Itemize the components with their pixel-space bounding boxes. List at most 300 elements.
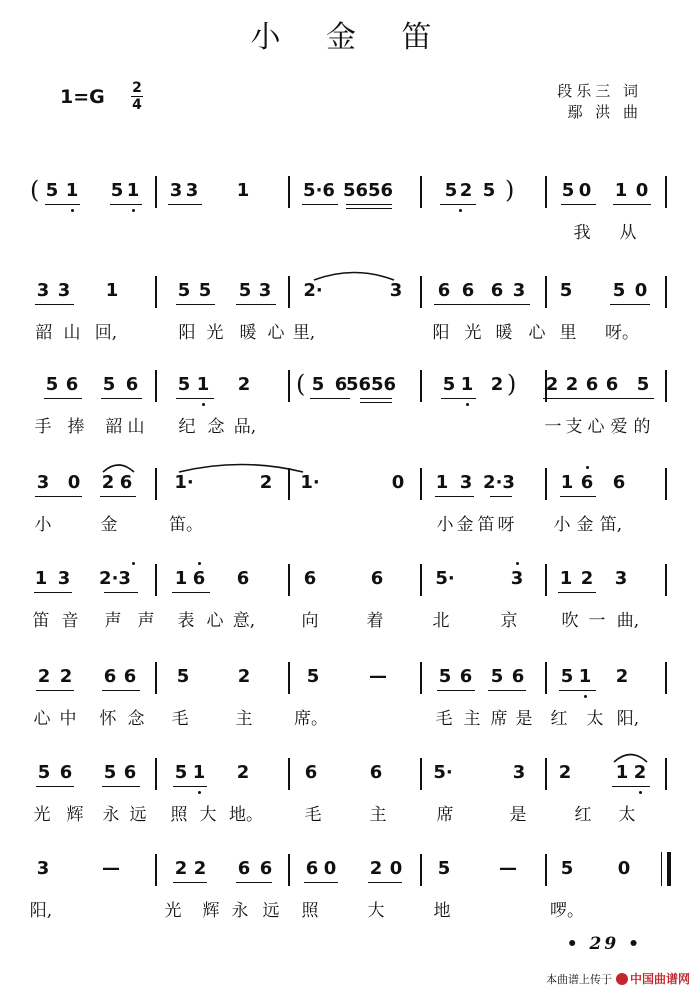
lyric-syllable: 金: [456, 515, 474, 535]
lyric-syllable: 阳: [432, 323, 450, 343]
lyric-syllable: 暖: [239, 323, 257, 343]
barline: [155, 854, 157, 886]
barline: [155, 662, 157, 694]
lyric-syllable: 吹: [561, 611, 579, 631]
lyric-syllable: 心: [587, 417, 605, 437]
lyric-syllable: 照: [301, 901, 319, 921]
lyric-syllable: 笛: [477, 515, 495, 535]
note: 3: [169, 180, 183, 201]
note: 5: [103, 762, 117, 783]
note: 5: [437, 858, 451, 879]
note: 6: [490, 280, 504, 301]
beat-underline: [173, 882, 207, 883]
barline: [420, 468, 422, 500]
notation-row: [0, 372, 700, 452]
barline: [155, 176, 157, 208]
notation-row: [0, 760, 700, 840]
note: 6: [461, 280, 475, 301]
beat-underline: [102, 690, 140, 691]
lyric-syllable: 主: [463, 709, 481, 729]
footer-text: 本曲谱上传于: [545, 973, 612, 986]
octave-low-dot: [198, 791, 201, 794]
barline: [545, 468, 547, 500]
beat-underline: [176, 398, 214, 399]
note: 5: [560, 666, 574, 687]
note: 3: [389, 280, 403, 301]
lyric-syllable: 是: [515, 709, 533, 729]
note: 5: [444, 180, 458, 201]
beat-underline: [558, 592, 596, 593]
barline: [155, 468, 157, 500]
page-title: 小 金 笛: [250, 20, 450, 55]
barline: [155, 564, 157, 596]
note: —: [102, 858, 120, 879]
note: 6: [580, 472, 594, 493]
note: 1: [614, 180, 628, 201]
notation-row: [0, 856, 700, 936]
beat-underline: [36, 690, 74, 691]
note: 3: [614, 568, 628, 589]
lyric-syllable: 里,: [292, 323, 316, 343]
lyric-syllable: 山: [127, 417, 145, 437]
beat-underline: [35, 304, 74, 305]
beat-underline: [44, 398, 82, 399]
note: 6: [370, 568, 384, 589]
lyric-syllable: 大: [367, 901, 385, 921]
note: 2: [259, 472, 273, 493]
note: 0: [634, 280, 648, 301]
slur-arc: [102, 460, 135, 474]
note: 3: [512, 280, 526, 301]
barline: [420, 564, 422, 596]
note: 1·: [174, 472, 194, 493]
lyric-syllable: 金: [100, 515, 118, 535]
slur-arc: [178, 460, 304, 474]
note: 2: [580, 568, 594, 589]
beat-underline: [543, 398, 654, 399]
lyric-syllable: 小: [436, 515, 454, 535]
octave-low-dot: [71, 209, 74, 212]
lyric-syllable: 京: [500, 611, 518, 631]
lyric-syllable: 阳,: [616, 709, 640, 729]
lyric-syllable: 啰。: [550, 901, 584, 921]
note: 1: [196, 374, 210, 395]
lyric-syllable: 红: [550, 709, 568, 729]
lyric-syllable: 席: [436, 805, 454, 825]
slur-arc: [613, 750, 648, 764]
note: 3: [510, 568, 524, 589]
lyric-syllable: 地: [433, 901, 451, 921]
lyric-syllable: 纪: [178, 417, 196, 437]
barline: [665, 468, 667, 500]
lyric-syllable: 照: [170, 805, 188, 825]
note: 0: [578, 180, 592, 201]
time-signature-numerator: 2: [132, 80, 142, 96]
note: 6: [59, 762, 73, 783]
beat-underline: [45, 204, 80, 205]
beat-underline: [36, 786, 74, 787]
beat-underline: [34, 592, 72, 593]
note: 6: [612, 472, 626, 493]
lyric-syllable: 呀。: [605, 323, 639, 343]
notation-row: [0, 470, 700, 550]
barline: [545, 662, 547, 694]
note: 5: [636, 374, 650, 395]
lyric-syllable: 向: [301, 611, 319, 631]
note: 2: [565, 374, 579, 395]
lyric-syllable: 席。: [294, 709, 328, 729]
note: 5: [45, 374, 59, 395]
barline: [545, 854, 547, 886]
beat-underline: [310, 398, 350, 399]
barline: [155, 276, 157, 308]
note: 3: [36, 280, 50, 301]
note: 5656: [342, 180, 394, 201]
note: 0: [67, 472, 81, 493]
beat-underline: [360, 398, 392, 399]
beat-underline: [304, 882, 338, 883]
note: 6: [236, 568, 250, 589]
note: 5: [198, 280, 212, 301]
note: 5: [442, 374, 456, 395]
barline: [288, 662, 290, 694]
note: 2·3: [99, 568, 131, 589]
beat-underline: [102, 786, 140, 787]
note: 6: [459, 666, 473, 687]
lyric-syllable: 从: [619, 223, 637, 243]
barline: [420, 758, 422, 790]
octave-high-dot: [586, 466, 589, 469]
beat-underline: [101, 398, 142, 399]
note: 1: [559, 568, 573, 589]
note: 1: [615, 762, 629, 783]
note: 5: [110, 180, 124, 201]
lyric-syllable: 小: [553, 515, 571, 535]
open-parenthesis: (: [296, 370, 306, 398]
lyric-syllable: 我: [573, 223, 591, 243]
beat-underline: [172, 592, 210, 593]
barline: [665, 176, 667, 208]
note: 5: [612, 280, 626, 301]
barline: [288, 564, 290, 596]
note: —: [369, 666, 387, 687]
lyric-syllable: 是: [509, 805, 527, 825]
lyric-syllable: 光: [33, 805, 51, 825]
lyric-syllable: 毛: [171, 709, 189, 729]
lyric-syllable: 阳: [178, 323, 196, 343]
note: 2: [237, 374, 251, 395]
lyric-syllable: 韶: [35, 323, 53, 343]
note: 0: [323, 858, 337, 879]
beat-underline: [613, 204, 651, 205]
note: 3: [258, 280, 272, 301]
note: 1: [192, 762, 206, 783]
lyric-syllable: 心: [33, 709, 51, 729]
beat-underline: [104, 592, 138, 593]
note: 2: [558, 762, 572, 783]
note: 0: [389, 858, 403, 879]
lyric-syllable: 红: [574, 805, 592, 825]
lyric-syllable: 一: [588, 611, 606, 631]
note: 6: [511, 666, 525, 687]
lyric-syllable: 主: [235, 709, 253, 729]
octave-low-dot: [202, 403, 205, 406]
time-signature-denominator: 4: [132, 97, 142, 113]
note: 6: [125, 374, 139, 395]
note: 1·: [300, 472, 320, 493]
barline: [288, 276, 290, 308]
lyric-syllable: 中: [59, 709, 77, 729]
lyric-syllable: 着: [366, 611, 384, 631]
note: 2: [37, 666, 51, 687]
beat-underline: [434, 304, 530, 305]
note: 3: [36, 472, 50, 493]
beat-underline: [236, 304, 276, 305]
note: 6: [369, 762, 383, 783]
note: 1: [105, 280, 119, 301]
lyric-syllable: 太: [618, 805, 636, 825]
barline: [288, 176, 290, 208]
note: 5: [306, 666, 320, 687]
note: 0: [617, 858, 631, 879]
note: 5: [561, 180, 575, 201]
barline: [665, 662, 667, 694]
lyric-syllable: 金: [576, 515, 594, 535]
lyric-syllable: 光: [164, 901, 182, 921]
note: 6: [237, 858, 251, 879]
note: 3: [57, 280, 71, 301]
lyric-syllable: 暖: [495, 323, 513, 343]
note: 3: [36, 858, 50, 879]
lyric-syllable: 辉: [66, 805, 84, 825]
note: 1: [236, 180, 250, 201]
barline: [420, 176, 422, 208]
note: 6: [303, 568, 317, 589]
note: 5: [177, 280, 191, 301]
note: 6: [437, 280, 451, 301]
lyric-syllable: 声: [137, 611, 155, 631]
note: 2: [369, 858, 383, 879]
lyric-syllable: 毛: [304, 805, 322, 825]
lyric-syllable: 大: [199, 805, 217, 825]
octave-low-dot: [459, 209, 462, 212]
barline: [155, 758, 157, 790]
note: 1: [174, 568, 188, 589]
beat-underline: [368, 882, 402, 883]
lyric-syllable: 里: [559, 323, 577, 343]
barline: [545, 758, 547, 790]
lyricist-credit: 段乐三 词: [557, 82, 642, 100]
note: 5: [177, 374, 191, 395]
beat-underline: [610, 304, 650, 305]
beat-underline: [35, 496, 82, 497]
note: 2: [59, 666, 73, 687]
beat-underline: [360, 402, 392, 403]
beat-underline: [561, 204, 596, 205]
composer-credit: 鄢 洪 曲: [567, 103, 642, 121]
lyric-syllable: 辉: [202, 901, 220, 921]
lyric-syllable: 北: [432, 611, 450, 631]
lyric-syllable: 笛。: [169, 515, 203, 535]
lyric-syllable: 笛: [32, 611, 50, 631]
note: 3: [512, 762, 526, 783]
lyric-syllable: 曲,: [616, 611, 640, 631]
note: 6: [585, 374, 599, 395]
beat-underline: [559, 690, 596, 691]
note: 5: [490, 666, 504, 687]
barline: [420, 276, 422, 308]
note: 5: [102, 374, 116, 395]
note: 0: [635, 180, 649, 201]
beat-underline: [302, 204, 338, 205]
beat-underline: [441, 398, 476, 399]
note: 5·6: [303, 180, 335, 201]
lyric-syllable: 光: [206, 323, 224, 343]
lyric-syllable: 呀: [497, 515, 515, 535]
note: 2: [101, 472, 115, 493]
barline: [155, 370, 157, 402]
footer-brand: 中国曲谱网: [629, 972, 690, 986]
beat-underline: [346, 204, 392, 205]
note: 2: [490, 374, 504, 395]
barline: [420, 854, 422, 886]
octave-low-dot: [639, 791, 642, 794]
note: 5·: [435, 568, 455, 589]
note: 5·: [433, 762, 453, 783]
note: 6: [103, 666, 117, 687]
lyric-syllable: 山: [63, 323, 81, 343]
page-number: • 29 •: [566, 934, 642, 954]
note: 6: [259, 858, 273, 879]
note: —: [499, 858, 517, 879]
note: 1: [435, 472, 449, 493]
barline: [665, 276, 667, 308]
note: 5: [238, 280, 252, 301]
lyric-syllable: 支: [565, 417, 583, 437]
barline: [545, 276, 547, 308]
note: 6: [605, 374, 619, 395]
note: 1: [460, 374, 474, 395]
beat-underline: [440, 204, 476, 205]
beat-underline: [110, 204, 142, 205]
note: 2: [615, 666, 629, 687]
lyric-syllable: 心: [267, 323, 285, 343]
footer-watermark: [546, 970, 690, 987]
site-logo-icon: [616, 973, 628, 985]
notation-row: [0, 664, 700, 744]
note: 6: [334, 374, 348, 395]
beat-underline: [490, 496, 512, 497]
note: 6: [304, 762, 318, 783]
note: 2: [545, 374, 559, 395]
lyric-syllable: 心: [528, 323, 546, 343]
note: 5: [174, 762, 188, 783]
barline: [545, 564, 547, 596]
lyric-syllable: 捧: [67, 417, 85, 437]
lyric-syllable: 席: [490, 709, 508, 729]
note: 1: [560, 472, 574, 493]
note: 5: [37, 762, 51, 783]
beat-underline: [437, 690, 475, 691]
barline: [420, 370, 422, 402]
beat-underline: [488, 690, 526, 691]
note: 3: [185, 180, 199, 201]
barline: [288, 854, 290, 886]
notation-row: [0, 278, 700, 358]
barline: [545, 176, 547, 208]
lyric-syllable: 意,: [232, 611, 256, 631]
lyric-syllable: 怀: [99, 709, 117, 729]
lyric-syllable: 光: [464, 323, 482, 343]
lyric-syllable: 笛,: [599, 515, 623, 535]
note: 5: [482, 180, 496, 201]
note: 2: [237, 666, 251, 687]
lyric-syllable: 毛: [435, 709, 453, 729]
note: 5656: [345, 374, 397, 395]
note: 1: [578, 666, 592, 687]
note: 2·3: [483, 472, 515, 493]
lyric-syllable: 一: [544, 417, 562, 437]
note: 5: [438, 666, 452, 687]
notation-row: [0, 566, 700, 646]
note: 5: [45, 180, 59, 201]
note: 6: [123, 666, 137, 687]
lyric-syllable: 表: [177, 611, 195, 631]
lyric-syllable: 韶: [105, 417, 123, 437]
barline: [288, 758, 290, 790]
lyric-syllable: 心: [206, 611, 224, 631]
lyric-syllable: 太: [586, 709, 604, 729]
octave-low-dot: [466, 403, 469, 406]
barline: [665, 370, 667, 402]
open-parenthesis: (: [30, 176, 40, 204]
barline: [288, 370, 290, 402]
lyric-syllable: 小: [34, 515, 52, 535]
beat-underline: [168, 204, 202, 205]
beat-underline: [173, 786, 207, 787]
lyric-syllable: 声: [104, 611, 122, 631]
note: 2: [236, 762, 250, 783]
barline: [665, 564, 667, 596]
note: 2: [193, 858, 207, 879]
lyric-syllable: 品,: [233, 417, 257, 437]
lyric-syllable: 阳,: [29, 901, 53, 921]
note: 6: [192, 568, 206, 589]
octave-high-dot: [198, 562, 201, 565]
beat-underline: [346, 208, 392, 209]
beat-underline: [236, 882, 272, 883]
barline: [420, 662, 422, 694]
beat-underline: [176, 304, 215, 305]
lyric-syllable: 永: [102, 805, 120, 825]
note: 5: [311, 374, 325, 395]
note: 6: [119, 472, 133, 493]
beat-underline: [100, 496, 136, 497]
beat-underline: [612, 786, 650, 787]
note: 5: [559, 280, 573, 301]
note: 2: [459, 180, 473, 201]
beat-underline: [560, 496, 596, 497]
octave-high-dot: [132, 562, 135, 565]
note: 5: [560, 858, 574, 879]
beat-underline: [435, 496, 474, 497]
note: 2·: [303, 280, 323, 301]
note: 1: [126, 180, 140, 201]
note: 5: [176, 666, 190, 687]
final-barline: [661, 852, 671, 886]
lyric-syllable: 远: [262, 901, 280, 921]
note: 1: [65, 180, 79, 201]
